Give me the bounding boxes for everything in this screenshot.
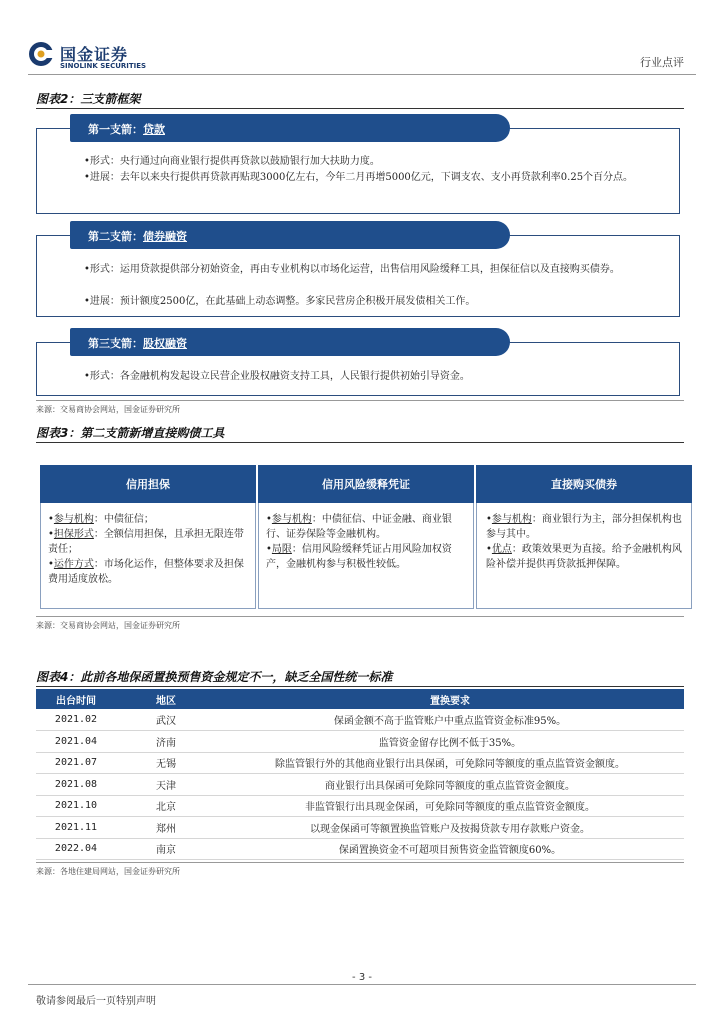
header-divider (28, 74, 696, 75)
arrow-2-name: 债券融资 (143, 230, 187, 243)
column-1-item-2: •担保形式：全额信用担保，且承担无限连带责任； (48, 529, 244, 555)
column-3-key-2: 优点 (491, 544, 512, 555)
column-2-key-2: 局限 (271, 544, 292, 555)
column-1-text-1: ：中债征信； (93, 514, 154, 525)
report-category: 行业点评 (640, 56, 684, 69)
figure-3-source: 来源：交易商协会网站，国金证券研究所 (36, 621, 180, 630)
row-date: 2021.10 (36, 795, 116, 817)
header-date: 出台时间 (36, 689, 116, 709)
figure-3-rule (36, 442, 684, 443)
column-1-item-3: •运作方式：市场化运作，但整体要求及担保费用适度放松。 (48, 559, 244, 585)
column-1-item-1: •参与机构：中债征信； (48, 514, 154, 525)
column-1-text-3: ：市场化运作，但整体要求及担保费用适度放松。 (48, 559, 244, 585)
figure-4-source-rule (36, 862, 684, 863)
column-3-key-1: 参与机构 (491, 514, 532, 525)
arrow-3-tab (70, 328, 510, 356)
row-date: 2021.04 (36, 731, 116, 753)
column-1-text-2: ：全额信用担保，且承担无限连带责任； (48, 529, 244, 555)
header-region: 地区 (116, 689, 216, 709)
row-date: 2021.07 (36, 752, 116, 774)
tool-column-2-head: 信用风险缓释凭证 (258, 465, 474, 503)
logo-mark-icon (28, 40, 54, 68)
figure-4-title: 图表4：此前各地保函置换预售资金规定不一，缺乏全国性统一标准 (36, 670, 393, 684)
row-requirement: 保函金额不高于监管账户中重点监管资金标准95%。 (216, 709, 684, 731)
table-row (36, 774, 684, 796)
arrow-2-bullet-2: •进展：预计额度2500亿，在此基础上动态调整。多家民营房企积极开展发债相关工作。 (84, 296, 476, 307)
arrow-3-name: 股权融资 (143, 337, 187, 350)
figure-2-source: 来源：交易商协会网站，国金证券研究所 (36, 405, 180, 414)
row-region: 南京 (116, 838, 216, 860)
row-requirement: 除监管银行外的其他商业银行出具保函，可免除同等额度的重点监管资金额度。 (216, 752, 684, 774)
column-1-key-3: 运作方式 (53, 559, 94, 570)
arrow-1-prefix: 第一支箭： (88, 123, 143, 136)
arrow-1-bullet-1: •形式：央行通过向商业银行提供再贷款以鼓励银行加大扶助力度。 (84, 156, 380, 167)
arrow-3-bullet-1: •形式：各金融机构发起设立民营企业股权融资支持工具，人民银行提供初始引导资金。 (84, 371, 470, 382)
figure-2-rule (36, 108, 684, 109)
row-requirement: 保函置换资金不可超项目预售资金监管额度60%。 (216, 838, 684, 860)
row-region: 北京 (116, 795, 216, 817)
row-region: 济南 (116, 731, 216, 753)
table-row (36, 709, 684, 731)
column-1-key-2: 担保形式 (53, 529, 94, 540)
column-2-key-1: 参与机构 (271, 514, 312, 525)
figure-3-title: 图表3：第二支箭新增直接购债工具 (36, 426, 225, 440)
row-requirement: 非监管银行出具现金保函，可免除同等额度的重点监管资金额度。 (216, 795, 684, 817)
company-logo (28, 40, 218, 74)
logo-text-en: SINOLINK SECURITIES (60, 62, 147, 70)
figure-4-source: 来源：各地住建局网站，国金证券研究所 (36, 867, 180, 876)
tool-column-3-head: 直接购买债券 (476, 465, 692, 503)
arrow-2-bullet-1: •形式：运用贷款提供部分初始资金，再由专业机构以市场化运营，出售信用风险缓释工具，担保征信以及直接购买债券。 (84, 264, 620, 275)
arrow-2-prefix: 第二支箭： (88, 230, 143, 243)
column-2-text-1: ：中债征信、中证金融、商业银行、证券保险等金融机构。 (266, 514, 452, 540)
row-region: 武汉 (116, 709, 216, 731)
row-region: 无锡 (116, 752, 216, 774)
table-row (36, 731, 684, 753)
arrow-1-tab (70, 114, 510, 142)
replacement-rules-table (36, 689, 684, 860)
arrow-1-name: 贷款 (143, 123, 165, 136)
table-header-row (36, 689, 684, 709)
row-region: 郑州 (116, 817, 216, 839)
row-date: 2021.11 (36, 817, 116, 839)
tool-column-1-body (48, 512, 248, 587)
row-date: 2021.08 (36, 774, 116, 796)
disclaimer-note: 敬请参阅最后一页特别声明 (36, 996, 156, 1007)
row-requirement: 监管资金留存比例不低于35%。 (216, 731, 684, 753)
table-row (36, 817, 684, 839)
table-row (36, 795, 684, 817)
row-requirement: 以现金保函可等额置换监管账户及按揭贷款专用存款账户资金。 (216, 817, 684, 839)
arrow-3-prefix: 第三支箭： (88, 337, 143, 350)
column-3-text-2: ：政策效果更为直接。给予金融机构风险补偿并提供再贷款抵押保障。 (486, 544, 682, 570)
figure-2-source-rule (36, 400, 684, 401)
column-3-item-2: •优点：政策效果更为直接。给予金融机构风险补偿并提供再贷款抵押保障。 (486, 544, 682, 570)
figure-3-source-rule (36, 616, 684, 617)
arrow-1-bullet-2: •进展：去年以来央行提供再贷款再贴现3000亿左右，今年二月再增5000亿元，下调支农、支小再贷款利率0.25个百分点。 (84, 172, 634, 183)
row-date: 2021.02 (36, 709, 116, 731)
figure-4-rule (36, 686, 684, 687)
column-1-key-1: 参与机构 (53, 514, 94, 525)
arrow-2-tab (70, 221, 510, 249)
logo-text-cn: 国金证券 (60, 45, 129, 64)
row-requirement: 商业银行出具保函可免除同等额度的重点监管资金额度。 (216, 774, 684, 796)
tool-column-2-body (266, 512, 466, 572)
figure-2-title: 图表2：三支箭框架 (36, 92, 141, 106)
header-requirement: 置换要求 (216, 689, 684, 709)
page-number: - 3 - (352, 972, 372, 983)
row-date: 2022.04 (36, 838, 116, 860)
tool-column-1-head: 信用担保 (40, 465, 256, 503)
column-2-item-1: •参与机构：中债征信、中证金融、商业银行、证券保险等金融机构。 (266, 514, 452, 540)
footer-divider (28, 984, 696, 985)
column-2-item-2: •局限：信用风险缓释凭证占用风险加权资产，金融机构参与积极性较低。 (266, 544, 452, 570)
tool-column-3-body (486, 512, 682, 572)
table-row (36, 838, 684, 860)
column-2-text-2: ：信用风险缓释凭证占用风险加权资产，金融机构参与积极性较低。 (266, 544, 452, 570)
column-3-text-1: ：商业银行为主，部分担保机构也参与其中。 (486, 514, 682, 540)
table-row (36, 752, 684, 774)
row-region: 天津 (116, 774, 216, 796)
column-3-item-1: •参与机构：商业银行为主，部分担保机构也参与其中。 (486, 514, 682, 540)
